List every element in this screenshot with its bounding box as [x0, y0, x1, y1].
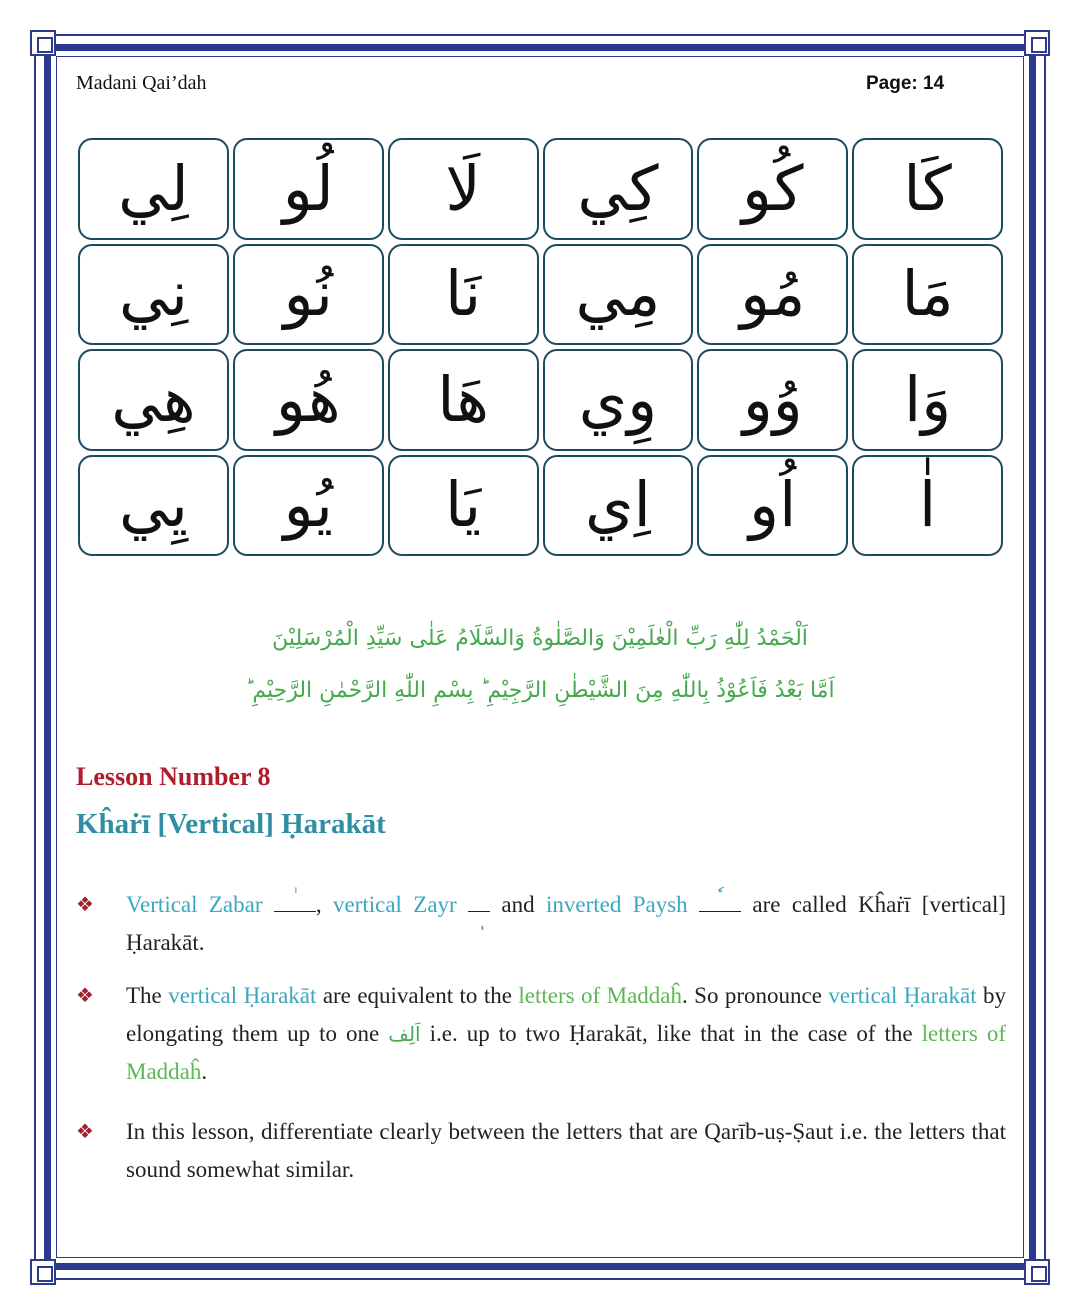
letter-cell [543, 138, 694, 240]
lesson-number: Lesson Number 8 [76, 762, 271, 791]
term-vertical-zayr: vertical Zayr [332, 892, 457, 917]
letter-cell [697, 244, 848, 346]
letter-glyph: يِي [118, 468, 188, 542]
letter-cell [852, 455, 1003, 557]
letter-glyph: يَا [445, 468, 482, 542]
bullet-diamond-icon: ❖ [76, 985, 94, 1007]
letter-glyph: وَا [904, 362, 952, 436]
corner-ornament [1024, 30, 1050, 56]
letter-base: ا [918, 468, 937, 542]
letter-glyph: هِي [111, 362, 196, 436]
letter-glyph: هُو [275, 362, 341, 436]
book-title: Madani Qai’dah [76, 72, 207, 94]
letter-cell [78, 349, 229, 451]
corner-ornament [30, 30, 56, 56]
letter-glyph: كُو [741, 151, 804, 225]
letter-glyph: هَا [437, 362, 489, 436]
letter-glyph: نَا [445, 257, 482, 331]
letter-cell [78, 244, 229, 346]
letter-cell [852, 349, 1003, 451]
letter-cell [852, 138, 1003, 240]
letter-glyph: لِي [118, 151, 189, 225]
letter-cell [388, 455, 539, 557]
term-vertical-harakat: vertical Ḥarakāt [828, 983, 977, 1008]
comma: , [315, 892, 322, 917]
letter-glyph: مِي [575, 257, 661, 331]
bullet-text: In this lesson, differentiate clearly between the letters that are Qarīb-uṣ-Ṣaut i.e. the letters that sound somewhat similar. [126, 1119, 1006, 1182]
bullet-paragraph [76, 1113, 1006, 1189]
letter-glyph: لَا [445, 151, 481, 225]
term-inverted-paysh: inverted Paysh [546, 892, 688, 917]
letter-cell [388, 244, 539, 346]
text-period: . [201, 1059, 208, 1084]
text-elongating: by elongating them up to one [126, 983, 1007, 1046]
letter-cell [543, 455, 694, 557]
letter-cell [78, 455, 229, 557]
letter-cell [543, 349, 694, 451]
letter-cell [233, 138, 384, 240]
bullet-paragraph [76, 977, 1007, 1091]
letter-glyph: نِي [118, 257, 188, 331]
invocation-line-1: اَلْحَمْدُ لِلّٰهِ رَبِّ الْعٰلَمِيْنَ وَالصَّلٰوةُ وَالسَّلَامُ عَلٰى سَيِّدِ الْمُرْسَلِيْنَ [272, 626, 808, 651]
letter-cell [697, 349, 848, 451]
letter-glyph: يُو [283, 468, 333, 542]
text-equivalent: are equivalent to the [322, 983, 512, 1008]
corner-ornament [1024, 1259, 1050, 1285]
letter-cell [697, 138, 848, 240]
letter-glyph: لُو [282, 151, 334, 225]
text-the: The [126, 983, 162, 1008]
text-up-to-two: i.e. up to two Ḥarakāt, like that in the case of the [429, 1021, 913, 1046]
zayr-blank [468, 889, 490, 912]
term-letters-of-maddah: letters of Maddaĥ [126, 1021, 1006, 1084]
letter-grid [78, 138, 1003, 556]
arabic-alif-word: اَلِف [388, 1022, 421, 1046]
page-number: Page: 14 [866, 73, 945, 94]
term-vertical-harakat: vertical Ḥarakāt [168, 983, 317, 1008]
bullet-diamond-icon: ❖ [76, 1121, 94, 1143]
bullet-paragraph [76, 886, 1007, 962]
letter-glyph: مُو [740, 257, 806, 331]
text-and: and [501, 892, 535, 917]
letter-cell [388, 138, 539, 240]
invocation-line-2: اَمَّا بَعْدُ فَاَعُوْذُ بِاللّٰهِ مِنَ الشَّيْطٰنِ الرَّجِيْمِ ؕ بِسْمِ اللّٰهِ الرَّحْمٰنِ الرَّحِيْمِ ؕ [245, 678, 835, 703]
letter-cell [233, 244, 384, 346]
letter-glyph: كِي [577, 151, 659, 225]
lesson-title: Kĥaṙī [Vertical] Ḥarakāt [76, 808, 386, 840]
letter-glyph: وُو [742, 362, 803, 436]
term-letters-of-maddah: letters of Maddaĥ [518, 983, 682, 1008]
zabar-blank [274, 889, 316, 912]
letter-cell [543, 244, 694, 346]
letter-glyph: اِي [585, 468, 651, 542]
text-so-pronounce: . So pronounce [682, 983, 822, 1008]
letter-glyph: مَا [901, 257, 954, 331]
letter-cell [388, 349, 539, 451]
letter-glyph: نُو [283, 257, 333, 331]
bullet-diamond-icon: ❖ [76, 894, 94, 916]
letter-cell [852, 244, 1003, 346]
text-called: are called Kĥaṙī [vertical] Ḥarakāt. [126, 892, 1007, 955]
letter-glyph: وِي [578, 362, 658, 436]
term-vertical-zabar: Vertical Zabar [126, 892, 263, 917]
corner-ornament [30, 1259, 56, 1285]
letter-cell [697, 455, 848, 557]
letter-glyph: اُو [749, 468, 797, 542]
paysh-blank [699, 889, 741, 912]
letter-glyph [918, 468, 937, 542]
letter-glyph: كَا [903, 151, 952, 225]
letter-cell [233, 349, 384, 451]
letter-cell [233, 455, 384, 557]
letter-cell [78, 138, 229, 240]
